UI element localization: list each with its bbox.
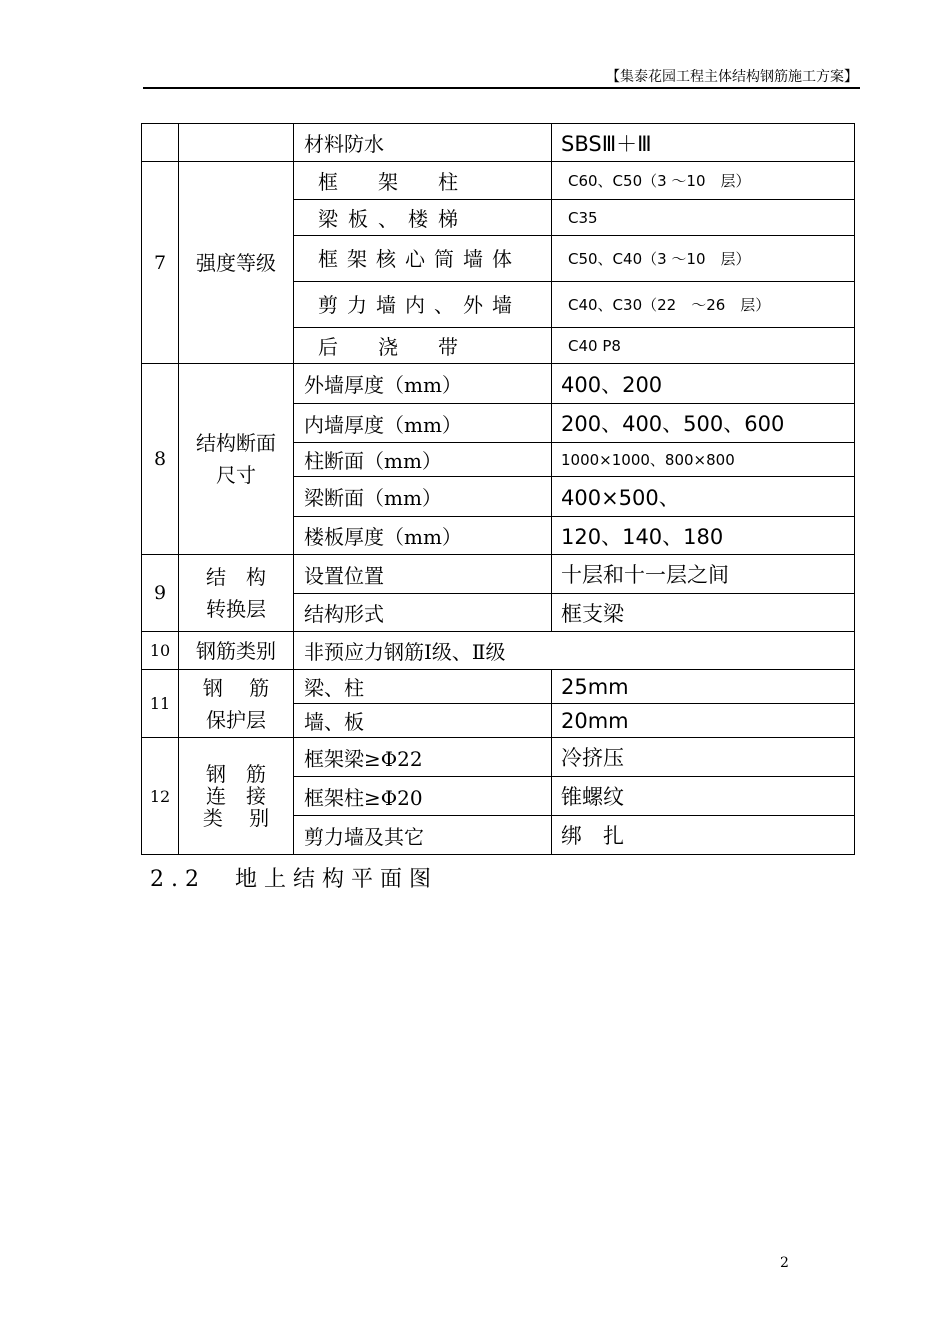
table-row (142, 124, 855, 162)
row-number: 11 (142, 670, 179, 738)
value-cell: C60、C50（3 ～10 层） (552, 162, 855, 200)
category-cell (179, 738, 294, 855)
category-cell: 钢筋类别 (179, 632, 294, 670)
value-cell: 框支梁 (552, 594, 855, 632)
row-number: 12 (142, 738, 179, 855)
table-row (142, 555, 855, 594)
value-cell: C40、C30（22 ～26 层） (552, 282, 855, 328)
table-row (142, 670, 855, 704)
value-cell: 200、400、500、600 (552, 404, 855, 443)
item-cell: 外墙厚度（mm） (294, 364, 552, 404)
value-cell: SBSⅢ＋Ⅲ (552, 124, 855, 162)
category-cell (179, 364, 294, 555)
category-line: 保护层 (206, 707, 266, 732)
item-cell: 梁、柱 (294, 670, 552, 704)
item-cell: 框架核心筒墙体 (294, 236, 552, 282)
row-number: 10 (142, 632, 179, 670)
item-cell: 梁断面（mm） (294, 477, 552, 517)
table-row (142, 162, 855, 200)
item-cell: 内墙厚度（mm） (294, 404, 552, 443)
value-cell: 25mm (552, 670, 855, 704)
item-cell: 墙、板 (294, 704, 552, 738)
item-cell: 后 浇 带 (294, 328, 552, 364)
category-line: 尺寸 (216, 463, 256, 487)
row-number: 8 (142, 364, 179, 555)
value-cell: C35 (552, 200, 855, 236)
section-heading: 2.2 地上结构平面图 (150, 867, 438, 892)
category-line: 钢 筋 (206, 762, 266, 786)
item-cell: 剪力墙及其它 (294, 816, 552, 855)
table-row (142, 738, 855, 777)
category-line: 钢 筋 (202, 675, 270, 700)
value-cell: 20mm (552, 704, 855, 738)
item-cell: 框架柱≥Φ20 (294, 777, 552, 816)
item-cell: 梁板、楼梯 (294, 200, 552, 236)
category-cell (179, 555, 294, 632)
page-number: 2 (780, 1255, 789, 1271)
header-rule (143, 87, 860, 89)
category-line: 结 构 (206, 565, 266, 589)
category-line: 结构断面 (196, 431, 276, 455)
category-line: 连 接 (206, 784, 266, 808)
value-cell: 十层和十一层之间 (552, 555, 855, 594)
value-cell: 400、200 (552, 364, 855, 404)
value-cell: 120、140、180 (552, 517, 855, 555)
value-cell: 锥螺纹 (552, 777, 855, 816)
value-cell: 冷挤压 (552, 738, 855, 777)
item-cell: 框 架 柱 (294, 162, 552, 200)
category-cell (179, 670, 294, 738)
structure-spec-table (141, 123, 855, 855)
value-cell: 400×500、 (552, 477, 855, 517)
item-cell: 结构形式 (294, 594, 552, 632)
document-header: 【集泰花园工程主体结构钢筋施工方案】 (606, 69, 858, 85)
item-cell: 剪力墙内、外墙 (294, 282, 552, 328)
category-line: 类 别 (202, 806, 270, 830)
item-cell: 楼板厚度（mm） (294, 517, 552, 555)
table-row (142, 632, 855, 670)
empty-cell (179, 124, 294, 162)
category-line: 转换层 (206, 597, 266, 621)
row-number: 9 (142, 555, 179, 632)
category-cell: 强度等级 (179, 162, 294, 364)
value-cell: C50、C40（3 ～10 层） (552, 236, 855, 282)
item-cell: 设置位置 (294, 555, 552, 594)
item-cell: 材料防水 (294, 124, 552, 162)
item-cell: 柱断面（mm） (294, 443, 552, 477)
value-cell: 1000×1000、800×800 (552, 443, 855, 477)
table-row (142, 364, 855, 404)
value-cell: 非预应力钢筋Ⅰ级、Ⅱ级 (294, 632, 855, 670)
row-number: 7 (142, 162, 179, 364)
value-cell: C40 P8 (552, 328, 855, 364)
empty-cell (142, 124, 179, 162)
value-cell: 绑 扎 (552, 816, 855, 855)
item-cell: 框架梁≥Φ22 (294, 738, 552, 777)
